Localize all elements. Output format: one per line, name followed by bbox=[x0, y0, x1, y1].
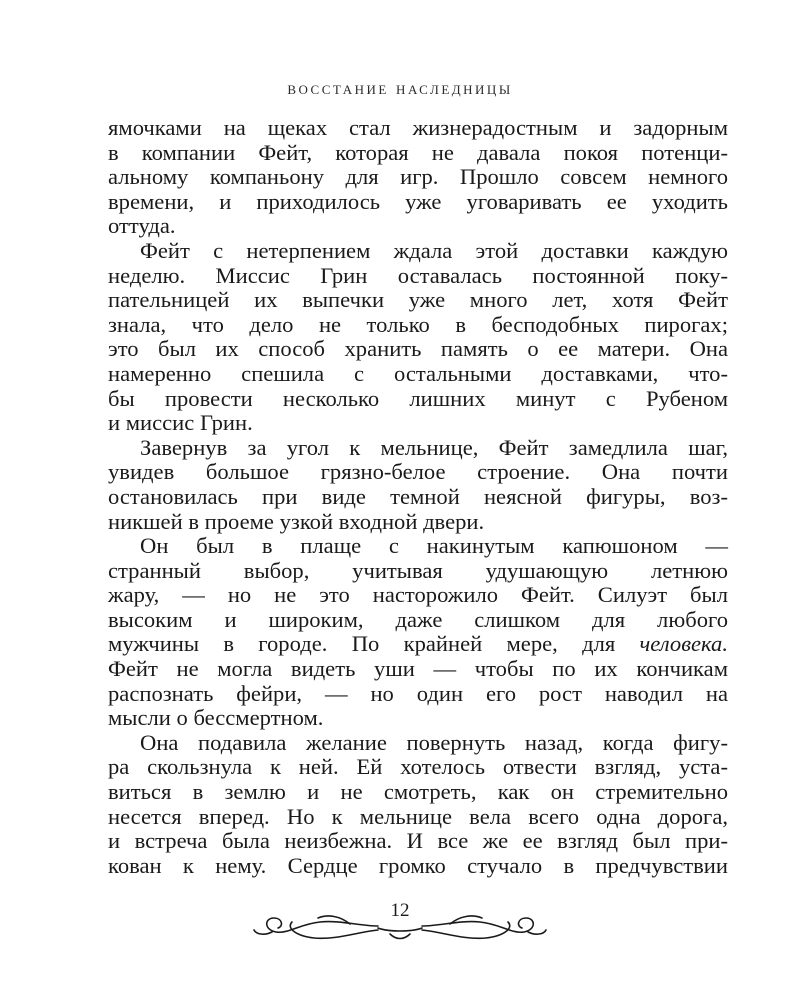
text-line: высоким и широким, даже слишком для любого bbox=[108, 606, 728, 632]
text-line: пательницей их выпечки уже много лет, хотя Фейт bbox=[108, 287, 728, 313]
text-line: знала, что дело не только в бесподобных пирогах; bbox=[108, 311, 728, 337]
text-line: кован к нему. Сердце громко стучало в предчувствии bbox=[108, 852, 728, 878]
text-line: Она подавила желание повернуть назад, когда фигу- bbox=[140, 729, 728, 755]
text-line: и встреча была неизбежна. И все же ее взгляд был при- bbox=[108, 828, 728, 854]
text-line: остановилась при виде темной неясной фигуры, воз- bbox=[108, 483, 728, 509]
text-line: Фейт не могла видеть уши — чтобы по их кончикам bbox=[108, 656, 728, 682]
text-line: ра скользнула к ней. Ей хотелось отвести взгляд, уста- bbox=[108, 754, 728, 780]
text-line: увидев большое грязно-белое строение. Она почти bbox=[108, 459, 728, 485]
running-head bbox=[0, 78, 800, 100]
text-line: странный выбор, учитывая удушающую летнюю bbox=[108, 557, 728, 583]
italic-word: человека. bbox=[639, 631, 728, 657]
running-head-title: восстание наследницы bbox=[287, 78, 513, 99]
text-line: никшей в проеме узкой входной двери. bbox=[108, 508, 485, 534]
text-line: это был их способ хранить память о ее матери. Она bbox=[108, 336, 728, 362]
text-line: альному компаньону для игр. Прошло совсем немного bbox=[108, 164, 728, 190]
text-line: бы провести несколько лишних минут с Рубеном bbox=[108, 385, 728, 411]
text-line: и миссис Грин. bbox=[108, 410, 253, 436]
text-line: несется вперед. Но к мельнице вела всего одна дорога, bbox=[108, 803, 728, 829]
body-text bbox=[108, 116, 728, 878]
page-number: 12 bbox=[390, 900, 410, 921]
text-line: жару, — но не это насторожило Фейт. Силуэт был bbox=[108, 582, 728, 608]
text-line: намеренно спешила с остальными доставками, что- bbox=[108, 360, 728, 386]
text-line: ямочками на щеках стал жизнерадостным и задорным bbox=[108, 115, 728, 140]
text-line: мысли о бессмертном. bbox=[108, 705, 324, 731]
text-line: виться в землю и не смотреть, как он стремительно bbox=[108, 779, 728, 805]
text-line: времени, и приходилось уже уговаривать ее уходить bbox=[108, 188, 728, 214]
text-line: Он был в плаще с накинутым капюшоном — bbox=[140, 533, 728, 559]
text-line bbox=[108, 632, 728, 657]
page-footer bbox=[0, 896, 800, 956]
text-line-segment: мужчины в городе. По крайней мере, для bbox=[108, 631, 640, 657]
text-line: оттуда. bbox=[108, 213, 176, 239]
text-line: неделю. Миссис Грин оставалась постоянной поку- bbox=[108, 262, 728, 288]
text-line: распознать фейри, — но один его рост наводил на bbox=[108, 680, 728, 706]
text-line: в компании Фейт, которая не давала покоя потенци- bbox=[108, 139, 728, 165]
text-line: Фейт с нетерпением ждала этой доставки каждую bbox=[140, 237, 728, 263]
text-line: Завернув за угол к мельнице, Фейт замедлила шаг, bbox=[140, 434, 728, 460]
